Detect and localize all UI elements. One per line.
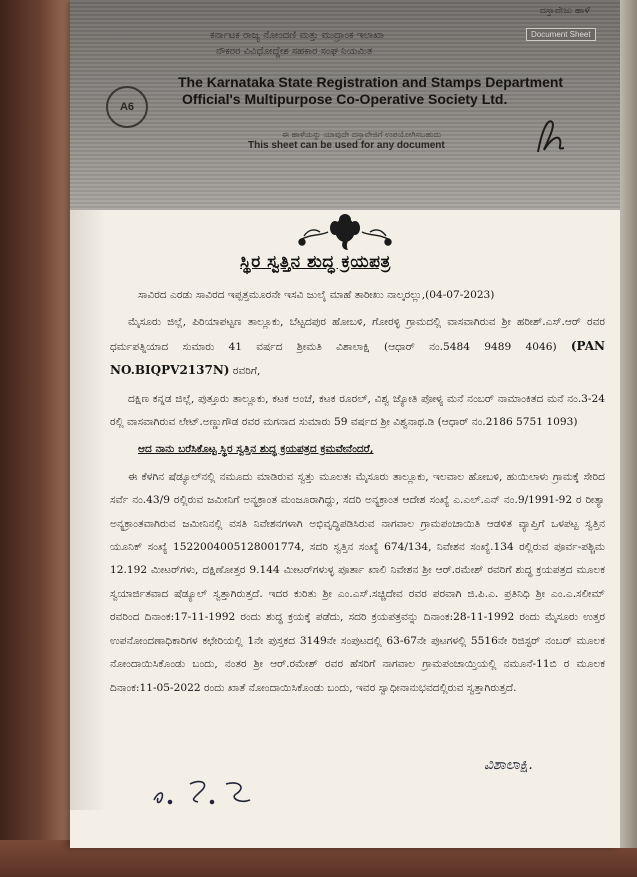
purchaser-suffix: ರವರಿಗೆ, [232,365,261,378]
deed-heading: ಆದ ನಾನು ಬರೆಸಿಕೊಟ್ಟ ಸ್ಥಿರ ಸ್ವತ್ತಿನ ಶುದ್ಧ ಕ್ರಯಪತ್ರದ ಕ್ರಮವೇನೆಂದರೆ, [138,443,374,456]
stamp-label: ದಸ್ತಾವೇಜು ಹಾಳೆ [540,6,590,16]
header-kannada-note: ಈ ಹಾಳೆಯನ್ನು ಯಾವುದೇ ದಸ್ತಾವೇಜಿಗೆ ಉಪಯೋಗಿಸಬಹುದು [282,130,442,139]
desk-background-left [0,0,75,877]
deed-body [110,284,605,700]
seal-emblem: A6 [106,86,148,128]
document-sheet-label: Document Sheet [526,28,596,41]
header-english-note: This sheet can be used for any document [248,140,445,151]
header-kannada-title-1: ಕರ್ನಾಟಕ ರಾಜ್ಯ ನೋಂದಣಿ ಮತ್ತು ಮುದ್ರಾಂಕ ಇಲಾಖಾ [210,30,385,41]
paper-stack-edge [620,0,637,848]
stamp-paper-header [70,0,620,210]
document-title: ಸ್ಥಿರ ಸ್ವತ್ತಿನ ಶುದ್ಧ ಕ್ರಯಪತ್ರ [240,252,391,272]
scan-shadow [70,210,106,810]
pan-number: (PAN NO.BIQPV2137N) [110,338,605,378]
purchaser-paragraph [110,311,605,383]
header-english-title-2: Official's Multipurpose Co-Operative Society Ltd. [182,91,508,107]
seller-paragraph: ದಕ್ಷಿಣ ಕನ್ನಡ ಜಿಲ್ಲೆ, ಪುತ್ತೂರು ತಾಲ್ಲೂಕು, ಕಟಕ ಅಂಚೆ, ಕಟಕ ರೂರಲ್, ವಿಶ್ವ ಜ್ಯೋತಿ ಪೋಳ್ಯ ಮನೆ ನಂಬರ್ ನಾಮಾಂಕಿತದ ಮನೆ ನಂ.3-24 ರಲ್ಲಿ ವಾಸವಾಗಿರುವ ಲೇಟ್.ಅಣ್ಣುಗೌಡ ರವರ ಮಗನಾದ ಸುಮಾರು 59 ವರ್ಷದ ಶ್ರೀ ವಿಶ್ವನಾಥ.ಡಿ (ಆಧಾರ್ ನಂ.2186 5751 1093) [110,392,605,429]
official-signature-icon [530,110,570,160]
purchaser-signature: ವಿಶಾಲಾಕ್ಷಿ. [484,757,533,773]
ganesha-emblem-icon [290,212,400,254]
property-paragraph: ಈ ಕೆಳಗಿನ ಷೆಡ್ಯೂಲ್‌ನಲ್ಲಿ ನಮೂದು ಮಾಡಿರುವ ಸ್ವತ್ತು ಮೂಲತಃ ಮೈಸೂರು ತಾಲ್ಲೂಕು, ಇಲವಾಲ ಹೋಬಳಿ, ಹುಯಿಲಾಳು ಗ್ರಾಮಕ್ಕೆ ಸೇರಿದ ಸರ್ವೆ ನಂ.43/9 ರಲ್ಲಿರುವ ಜಮೀನಿಗೆ ಅನ್ಯಕ್ರಾಂತ ಮಂಜೂರಾಗಿದ್ದು, ಸದರಿ ಅನ್ಯಕ್ರಾಂತ ಆದೇಶ ಸಂಖ್ಯೆ ಎ.ಎಲ್.ಎನ್ ನಂ.9/1991-92 ರ ರೀತ್ಯಾ ಅನ್ಯಕ್ರಾಂತವಾಗಿರುವ ಜಮೀನಿನಲ್ಲಿ ವಸತಿ ನಿವೇಶನಗಳಾಗಿ ಅಭಿವೃದ್ಧಿಪಡಿಸಿರುವ ನಾಗವಾಲ ಗ್ರಾಮಪಂಚಾಯಿತಿ ಆಡಳಿತ ವ್ಯಾಪ್ತಿಗೆ ಒಳಪಟ್ಟ ಸ್ವತ್ತಿನ ಯೂನಿಕ್ ಸಂಖ್ಯೆ 1522004005128001774, ಸದರಿ ಸ್ವತ್ತಿನ ಸಂಖ್ಯೆ 674/134, ನಿವೇಶನ ಸಂಖ್ಯೆ.134 ರಲ್ಲಿರುವ ಪೂರ್ವ-ಪಶ್ಚಿಮ 12.192 ಮೀಟರ್‌ಗಳು, ದಕ್ಷಿಣೋತ್ತರ 9.144 ಮೀಟರ್‌ಗಳುಳ್ಳ ಪೂರ್ತಾ ಖಾಲಿ ನಿವೇಶನ ಶ್ರೀ ಆರ್.ರಮೇಶ್ ರವರಿಗೆ ಶುದ್ಧ ಕ್ರಯಪತ್ರದ ಮೂಲಕ ಸ್ವಯಾರ್ಜಿತವಾದ ಷೆಡ್ಯೂಲ್ ಸ್ವತ್ತಾಗಿರುತ್ತದೆ. ಇದರ ಕುರಿತು ಶ್ರೀ ಎಂ.ಎಸ್.ಸಚ್ಚಿದೇವ ರವರ ಪರವಾಗಿ ಜಿ.ಪಿ.ಎ. ಪ್ರತಿನಿಧಿ ಶ್ರೀ ಎಂ.ಎ.ಸಲೀಮ್ ರವರಿಂದ ದಿನಾಂಕ:17-11-1992 ರಂದು ಶುದ್ಧ ಕ್ರಯಕ್ಕೆ ಪಡೆದು, ಸದರಿ ಕ್ರಯಪತ್ರವನ್ನು ದಿನಾಂಕ:28-11-1992 ರಂದು ಮೈಸೂರು ಉತ್ತರ ಉಪನೋಂದಣಾಧಿಕಾರಿಗಳ ಕಛೇರಿಯಲ್ಲಿ 1ನೇ ಪುಸ್ತಕದ 3149ನೇ ಸಂಪುಟದಲ್ಲಿ 63-67ನೇ ಪುಟಗಳಲ್ಲಿ 5516ನೇ ರಿಜಿಸ್ಟರ್ ನಂಬರ್ ಮೂಲಕ ನೋಂದಾಯಿಸಿಕೊಂಡು ಬಂದು, ನಂತರ ಶ್ರೀ ಆರ್.ರಮೇಶ್ ರವರ ಹೆಸರಿಗೆ ನಾಗವಾಲ ಗ್ರಾಮಪಂಚಾಯ್ತಿಯಲ್ಲಿ ನಮೂನೆ-11ಬಿ ರ ಮೂಲಕ ದಿನಾಂಕ:11-05-2022 ರಂದು ಖಾತೆ ನೋಂದಾಯಿಸಿಕೊಂಡು ಬಂದು, ಇವರ ಸ್ವಾಧೀನಾನುಭವದಲ್ಲಿರುವ ಸ್ವತ್ತಾಗಿರುತ್ತದೆ. [110,470,605,694]
purchaser-details: ಮೈಸೂರು ಜಿಲ್ಲೆ, ಪಿರಿಯಾಪಟ್ಟಣ ತಾಲ್ಲೂಕು, ಬೆಟ್ಟದಪುರ ಹೋಬಳಿ, ಗೋರಳ್ಳಿ ಗ್ರಾಮದಲ್ಲಿ ವಾಸವಾಗಿರುವ ಶ್ರೀ ಹರೀಶ್.ಎಸ್.ಆರ್ ರವರ ಧರ್ಮಪತ್ನಿಯಾದ ಸುಮಾರು 41 ವರ್ಷದ ಶ್ರೀಮತಿ ವಿಶಾಲಾಕ್ಷಿ (ಆಧಾರ್ ನಂ.5484 9489 4046) [110,316,605,353]
document-sheet [70,0,620,848]
seller-signature-icon [150,770,270,812]
date-line: ಸಾವಿರದ ಎರಡು ಸಾವಿರದ ಇಪ್ಪತ್ತಮೂರನೇ ಇಸವಿ ಜುಲೈ ಮಾಹೆ ತಾರೀಖು ನಾಲ್ಕರಲ್ಲು,(04-07-2023) [138,289,495,301]
header-english-title-1: The Karnataka State Registration and Stamps Department [178,74,564,90]
header-kannada-title-2: ನೌಕರರ ವಿವಿಧೋದ್ದೇಶ ಸಹಕಾರ ಸಂಘ ನಿಯಮಿತ [216,46,373,57]
